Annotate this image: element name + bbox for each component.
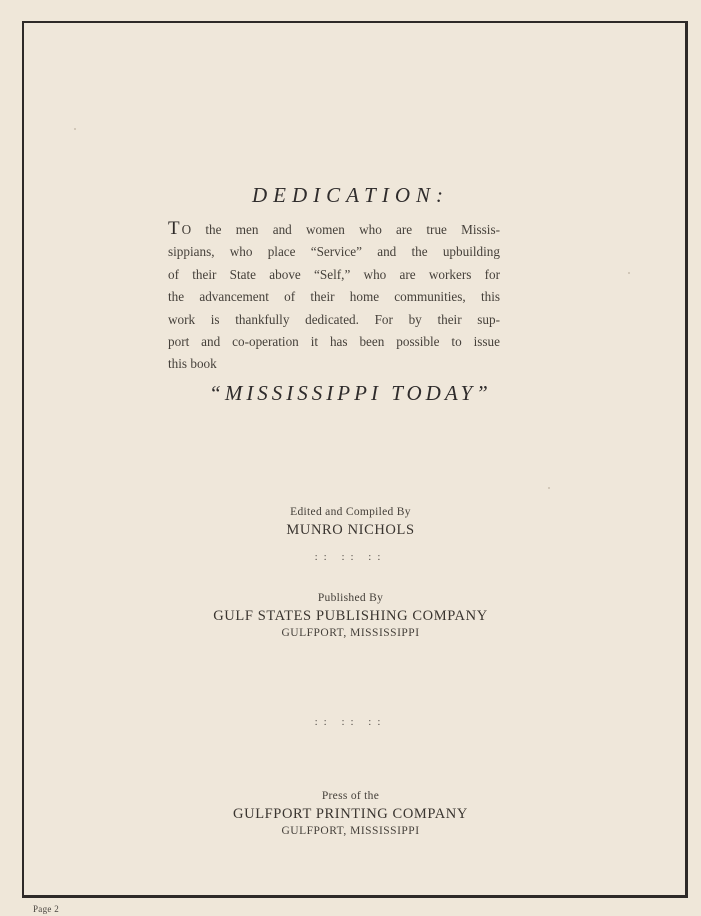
dedication-line: port and co-operation it has been possible to issue [168,334,500,350]
printer-location: GULFPORT, MISSISSIPPI [281,825,420,837]
dedication-line: of their State above “Self,” who are workers for [168,266,500,282]
dedication-line: the advancement of their home communities, this [168,289,500,305]
dedication-line [168,219,500,241]
printer-name: GULFPORT PRINTING COMPANY [233,806,468,822]
paper-speck [74,128,76,130]
editor-name: MUNRO NICHOLS [286,522,415,538]
publisher-location: GULFPORT, MISSISSIPPI [281,627,420,639]
page-number: Page 2 [33,904,60,914]
separator: :: :: :: [314,551,387,563]
dedication-line: sippians, who place “Service” and the upbuilding [168,244,500,260]
publisher-label: Published By [317,592,384,604]
dedication-body [168,219,500,376]
dedication-title: DEDICATION: [251,183,450,207]
publisher-name: GULF STATES PUBLISHING COMPANY [213,608,488,624]
drop-cap: T [168,218,180,239]
dedication-line: this book [168,356,217,372]
paper-speck [548,487,550,489]
book-title: “MISSISSIPPI TODAY” [209,381,492,405]
separator: :: :: :: [314,716,387,728]
printer-label: Press of the [321,790,380,802]
editor-label: Edited and Compiled By [290,506,411,518]
paper-speck [628,272,630,274]
dedication-line-text: O the men and women who are true Missis- [181,222,500,237]
dedication-line: work is thankfully dedicated. For by their sup- [168,311,500,327]
page-frame [22,21,688,898]
